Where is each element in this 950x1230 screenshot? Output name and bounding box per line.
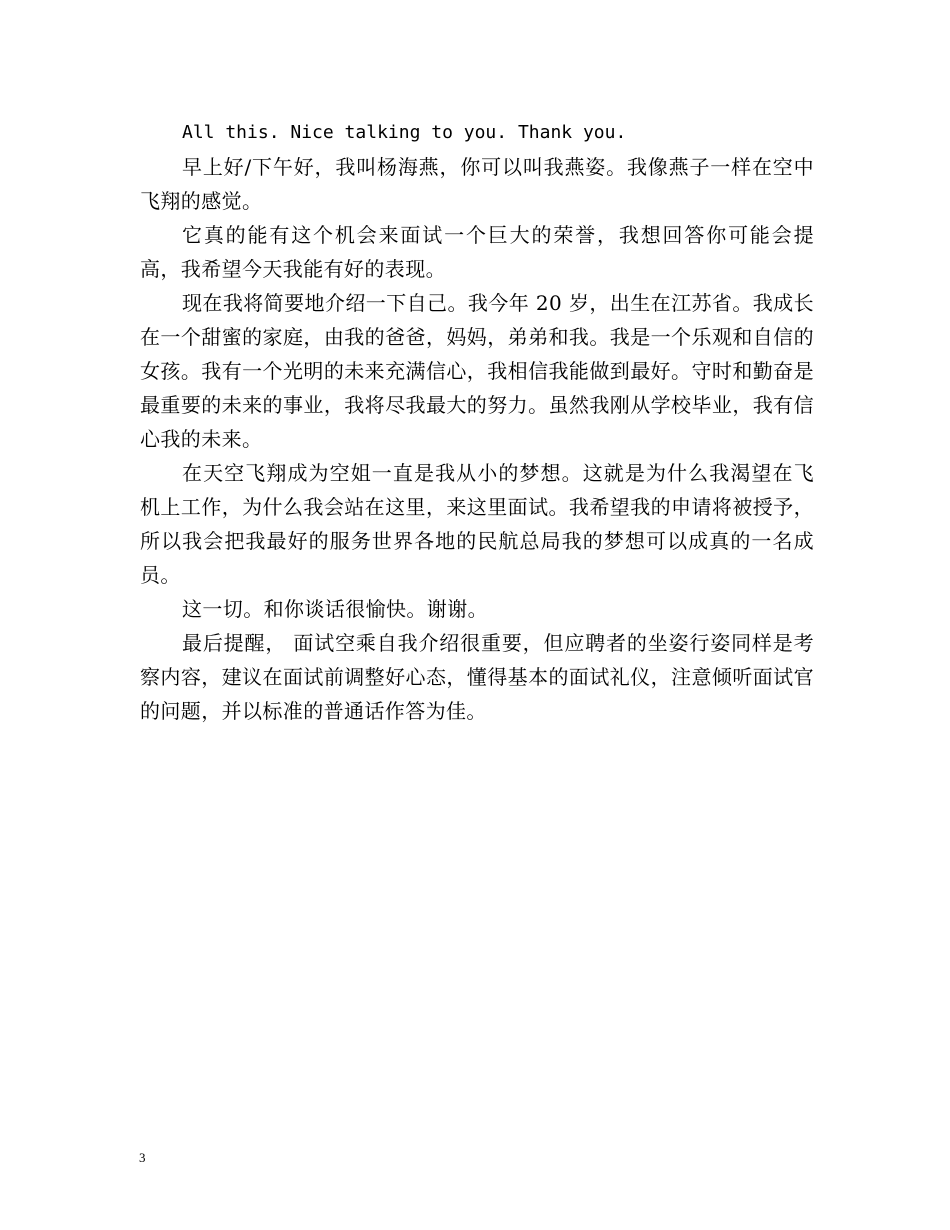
paragraph-closing: 这一切。和你谈话很愉快。谢谢。 bbox=[182, 597, 488, 621]
paragraph-dream: 在天空飞翔成为空姐一直是我从小的梦想。这就是为什么我渴望在飞机上工作，为什么我会站在这里，来这里面试。我希望我的申请将被授予，所以我会把我最好的服务世界各地的民航总局我的梦想可以成真的一名成员。 bbox=[140, 461, 814, 587]
paragraph-opportunity: 它真的能有这个机会来面试一个巨大的荣誉，我想回答你可能会提高，我希望今天我能有好的表现。 bbox=[140, 223, 814, 281]
paragraph-reminder: 最后提醒， 面试空乘自我介绍很重要，但应聘者的坐姿行姿同样是考察内容，建议在面试前调整好心态，懂得基本的面试礼仪，注意倾听面试官的问题，并以标准的普通话作答为佳。 bbox=[140, 631, 814, 723]
page-number: 3 bbox=[139, 1150, 146, 1165]
document-body bbox=[140, 116, 814, 728]
paragraph-greeting: 早上好/下午好，我叫杨海燕，你可以叫我燕姿。我像燕子一样在空中飞翔的感觉。 bbox=[140, 155, 814, 213]
paragraph-self-introduction: 现在我将简要地介绍一下自己。我今年 20 岁，出生在江苏省。我成长在一个甜蜜的家庭，由我的爸爸，妈妈，弟弟和我。我是一个乐观和自信的女孩。我有一个光明的未来充满信心，我相信我能做到最好。守时和勤奋是最重要的未来的事业，我将尽我最大的努力。虽然我刚从学校毕业，我有信心我的未来。 bbox=[140, 291, 814, 451]
paragraph-closing-english: All this. Nice talking to you. Thank you. bbox=[182, 122, 627, 143]
